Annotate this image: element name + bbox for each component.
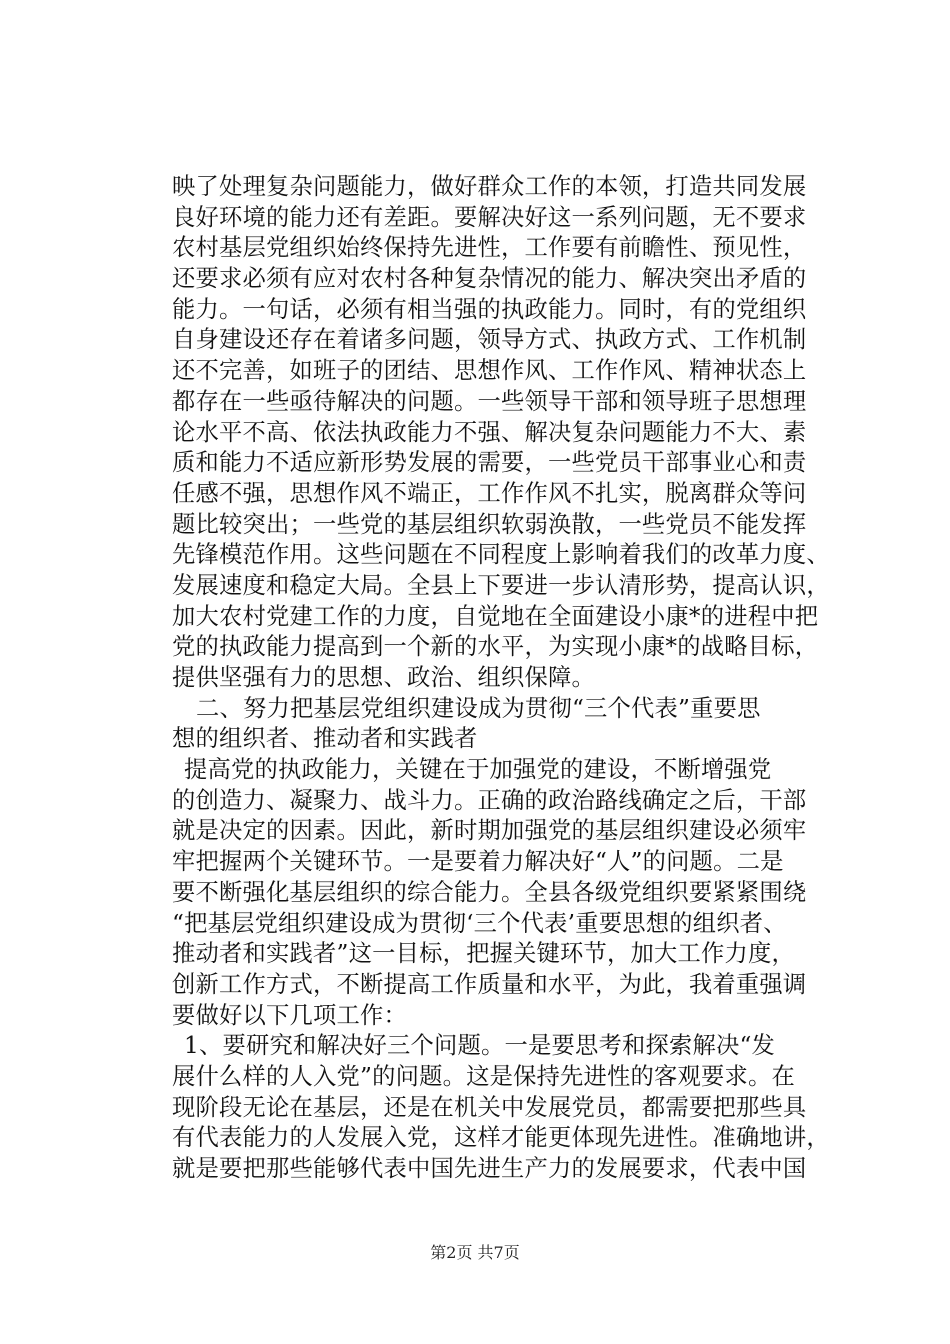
page-footer (0, 1243, 950, 1263)
text-line: 还要求必须有应对农村各种复杂情况的能力、解决突出矛盾的 (172, 265, 807, 293)
text-line: 的创造力、凝聚力、战斗力。正确的政治路线确定之后，干部 (172, 786, 807, 814)
text-line: 有代表能力的人发展入党，这样才能更体现先进性。准确地讲， (172, 1124, 830, 1152)
text-line: 创新工作方式，不断提高工作质量和水平，为此，我着重强调 (172, 970, 807, 998)
section-heading-line: 二、努力把基层党组织建设成为贯彻“三个代表”重要思 (196, 694, 761, 722)
section-heading-line: 想的组织者、推动者和实践者 (172, 725, 478, 753)
text-line: 推动者和实践者”这一目标，把握关键环节，加大工作力度， (172, 940, 796, 968)
text-line: 现阶段无论在基层，还是在机关中发展党员，都需要把那些具 (172, 1093, 807, 1121)
text-line: 要不断强化基层组织的综合能力。全县各级党组织要紧紧围绕 (172, 878, 807, 906)
text-line: 就是要把那些能够代表中国先进生产力的发展要求，代表中国 (172, 1155, 807, 1182)
page-number: 第2页 共7页 (430, 1243, 520, 1262)
text-line: 自身建设还存在着诸多问题，领导方式、执政方式、工作机制 (172, 326, 807, 354)
text-line: 先锋模范作用。这些问题在不同程度上影响着我们的改革力度、 (172, 541, 830, 569)
paragraph-first-line: 1、要研究和解决好三个问题。一是要思考和探索解决“发 (184, 1032, 776, 1060)
text-line: 牢把握两个关键环节。一是要着力解决好“人”的问题。二是 (172, 848, 784, 876)
text-line: 加大农村党建工作的力度，自觉地在全面建设小康*的进程中把 (172, 602, 819, 630)
text-line: 要做好以下几项工作： (172, 1001, 407, 1029)
paragraph-first-line: 提高党的执政能力，关键在于加强党的建设，不断增强党 (184, 756, 772, 784)
text-line: 还不完善，如班子的团结、思想作风、工作作风、精神状态上 (172, 357, 807, 385)
text-line: 党的执政能力提高到一个新的水平，为实现小康*的战略目标， (172, 633, 819, 661)
text-line: 就是决定的因素。因此，新时期加强党的基层组织建设必须牢 (172, 817, 807, 845)
text-line: 映了处理复杂问题能力，做好群众工作的本领，打造共同发展 (172, 173, 807, 200)
text-line: 良好环境的能力还有差距。要解决好这一系列问题，无不要求 (172, 203, 807, 231)
text-line: 提供坚强有力的思想、政治、组织保障。 (172, 664, 595, 691)
text-line: 都存在一些亟待解决的问题。一些领导干部和领导班子思想理 (172, 387, 807, 415)
text-line: 任感不强，思想作风不端正，工作作风不扎实，脱离群众等问 (172, 479, 807, 507)
text-line: 能力。一句话，必须有相当强的执政能力。同时，有的党组织 (172, 295, 807, 323)
text-line: 题比较突出；一些党的基层组织软弱涣散，一些党员不能发挥 (172, 510, 807, 538)
text-line: “把基层党组织建设成为贯彻‘三个代表’重要思想的组织者、 (172, 909, 787, 937)
text-line: 展什么样的人入党”的问题。这是保持先进性的客观要求。在 (172, 1062, 796, 1090)
text-line: 质和能力不适应新形势发展的需要，一些党员干部事业心和责 (172, 449, 807, 477)
body-text (172, 172, 830, 1185)
text-line: 论水平不高、依法执政能力不强、解决复杂问题能力不大、素 (172, 418, 807, 446)
text-line: 农村基层党组织始终保持先进性，工作要有前瞻性、预见性， (172, 234, 807, 262)
text-line: 发展速度和稳定大局。全县上下要进一步认清形势，提高认识， (172, 571, 830, 599)
